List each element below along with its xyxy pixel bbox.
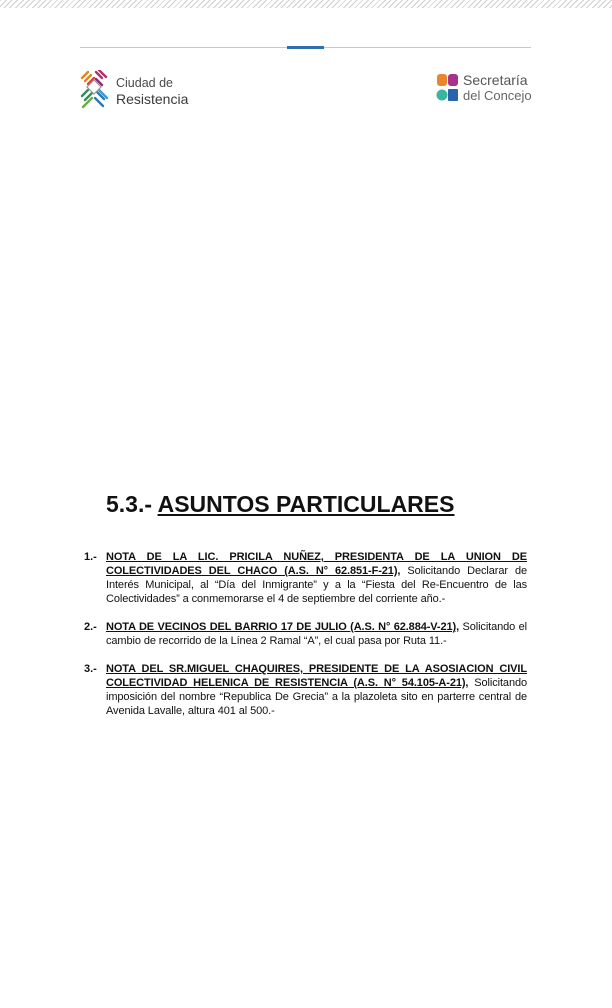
logo-left-line2: Resistencia xyxy=(116,91,189,107)
item-body: Solicitando el cambio de recorrido de la Línea 2 Ramal “A”, el cual pasa por Ruta 11.- xyxy=(106,621,527,647)
item-heading: NOTA DEL SR.MIGUEL CHAQUIRES, PRESIDENTE DE LA ASOSIACION CIVIL COLECTIVIDAD HELENICA DE RESISTENCIA (A.S. N° 54.105-A-21), xyxy=(106,663,527,689)
secretaria-logo-icon xyxy=(436,73,460,105)
section-number: 5.3.- xyxy=(106,491,153,517)
item-number: 2.- xyxy=(84,621,97,633)
section-title-text: ASUNTOS PARTICULARES xyxy=(157,491,455,517)
item-heading: NOTA DE LA LIC. PRICILA NUÑEZ, PRESIDENTA DE LA UNION DE COLECTIVIDADES DEL CHACO (A.S. N° 62.851-F-21), xyxy=(106,551,527,577)
ciudad-de-resistencia-logo xyxy=(80,70,200,112)
item-body: Solicitando Declarar de Interés Municipal, al “Día del Inmigrante” y a la “Fiesta del Re-Encuentro de las Colectividades” a conmemorarse el 4 de septiembre del corriente año.- xyxy=(106,565,527,605)
logo-right-line1: Secretaría xyxy=(463,72,528,88)
item-text xyxy=(106,662,527,718)
top-hatch-band xyxy=(0,0,612,8)
logo-left-line1: Ciudad de xyxy=(116,76,173,90)
item-number: 3.- xyxy=(84,663,97,675)
secretaria-del-concejo-logo xyxy=(436,72,536,106)
item-text xyxy=(106,550,527,606)
list-item xyxy=(84,662,527,718)
item-heading: NOTA DE VECINOS DEL BARRIO 17 DE JULIO (A.S. N° 62.884-V-21), xyxy=(106,621,460,633)
section-title xyxy=(106,491,454,518)
list-item xyxy=(84,620,527,648)
list-item xyxy=(84,550,527,606)
item-body: Solicitando imposición del nombre “Republica De Grecia” a la plazoleta sito en parterre central de Avenida Lavalle, altura 401 al 500.- xyxy=(106,677,527,717)
items-list xyxy=(84,550,527,732)
header-accent-bar xyxy=(287,46,324,49)
logo-right-line2: del Concejo xyxy=(463,88,532,103)
item-text xyxy=(106,620,527,648)
resistencia-logo-icon xyxy=(80,70,110,112)
item-number: 1.- xyxy=(84,551,97,563)
